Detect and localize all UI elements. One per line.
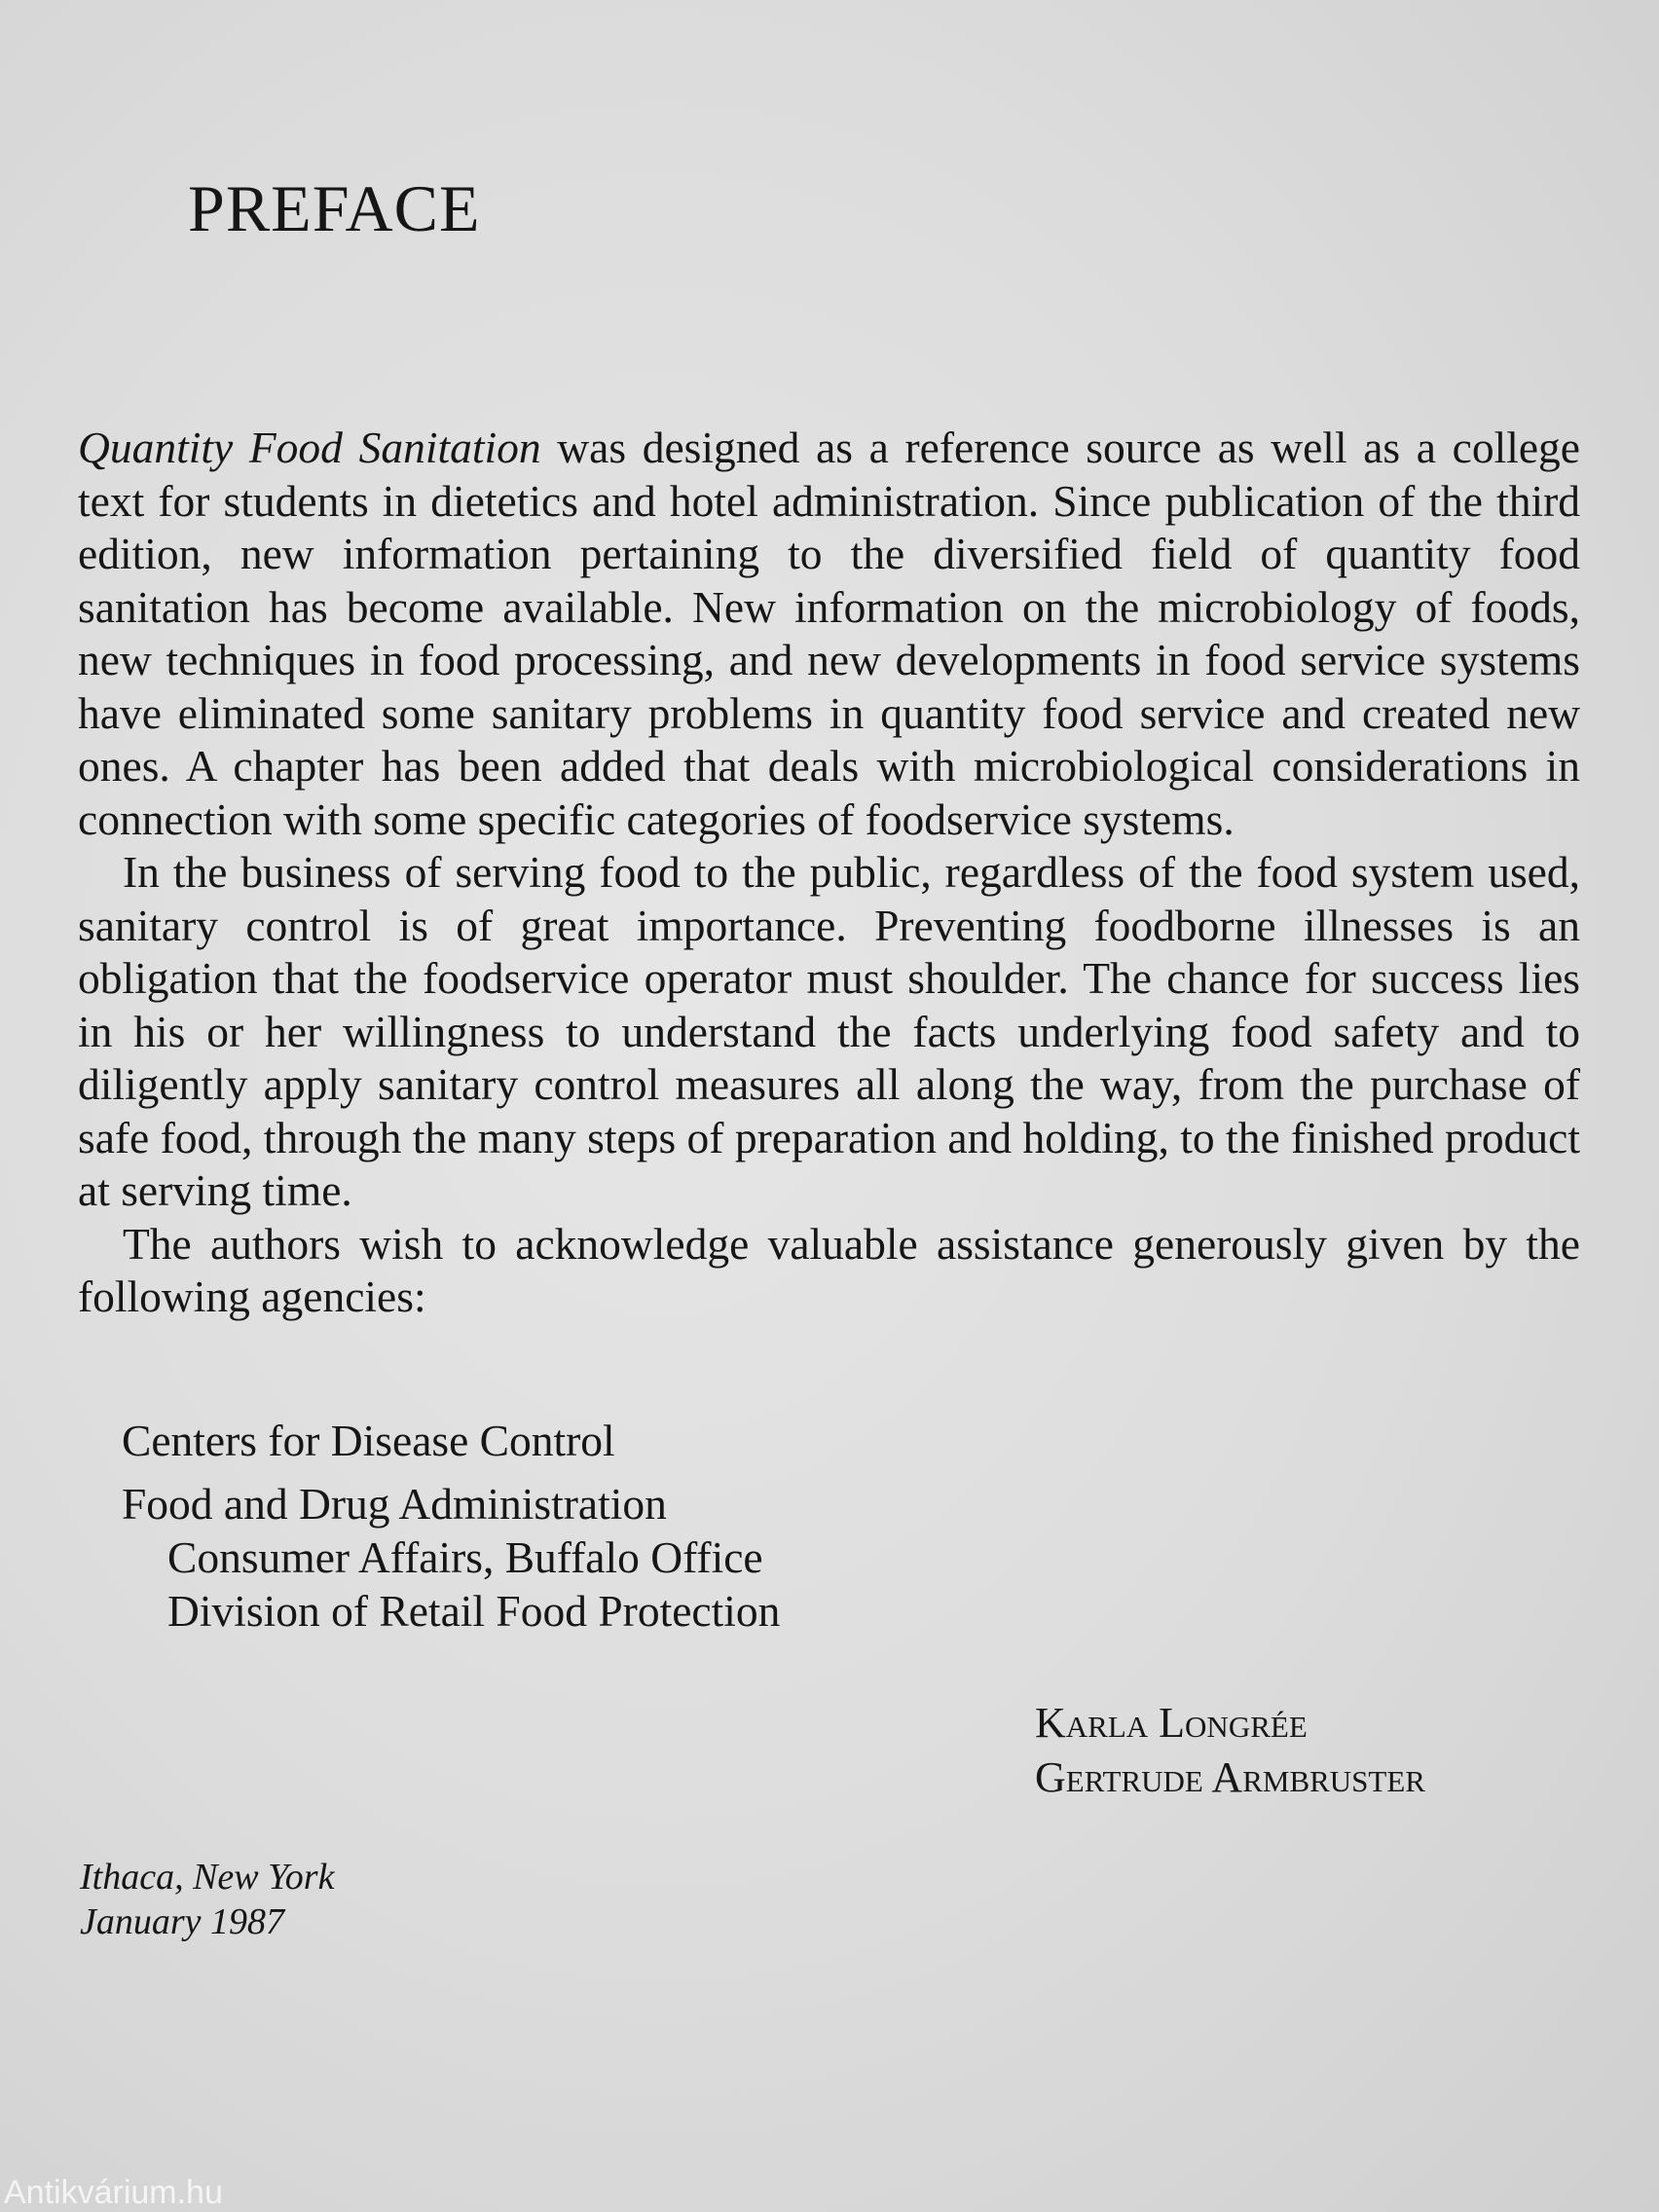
author-1: Karla Longrée bbox=[1035, 1699, 1308, 1747]
place-city: Ithaca, New York bbox=[80, 1857, 335, 1898]
preface-body bbox=[78, 422, 1580, 1324]
paragraph-2: In the business of serving food to the public, regardless of the food system used, sanitary control is of great importance. Preventing foodborne illnesses is an obligation that the foodservice operator must shoulder. The chance for success lies in his or her willingness to understand the facts underlying food safety and to diligently apply sanitary control measures all along the way, from the purchase of safe food, through the many steps of preparation and holding, to the finished product at serving time. bbox=[78, 847, 1580, 1215]
agency-list bbox=[122, 1414, 780, 1638]
place-and-date bbox=[80, 1855, 334, 1944]
agency-fda-retail-food: Division of Retail Food Protection bbox=[167, 1586, 781, 1636]
watermark: Antikvárium.hu bbox=[4, 2174, 223, 2211]
agency-cdc: Centers for Disease Control bbox=[122, 1416, 615, 1465]
agency-fda: Food and Drug Administration bbox=[122, 1479, 667, 1529]
paragraph-1 bbox=[78, 422, 1580, 846]
place-date: January 1987 bbox=[80, 1901, 285, 1942]
author-signatures bbox=[1035, 1696, 1425, 1805]
paragraph-3: The authors wish to acknowledge valuable assistance generously given by the following agencies: bbox=[78, 1218, 1580, 1321]
page-title: PREFACE bbox=[188, 171, 481, 245]
paragraph-1-text: was designed as a reference source as well as a college text for students in dietetics and hotel administration. Since publication of the third edition, new information pertaining to the diversified field of quantity food sanitation has become available. New information on the microbiology of foods, new techniques in food processing, and new developments in food service systems have eliminated some sanitary problems in quantity food service and created new ones. A chapter has been added that deals with microbiological considerations in connection with some specific categories of foodservice systems. bbox=[78, 423, 1580, 844]
author-2: Gertrude Armbruster bbox=[1035, 1753, 1425, 1801]
book-title-italic: Quantity Food Sanitation bbox=[78, 423, 541, 472]
agency-fda-consumer-affairs: Consumer Affairs, Buffalo Office bbox=[167, 1532, 763, 1582]
